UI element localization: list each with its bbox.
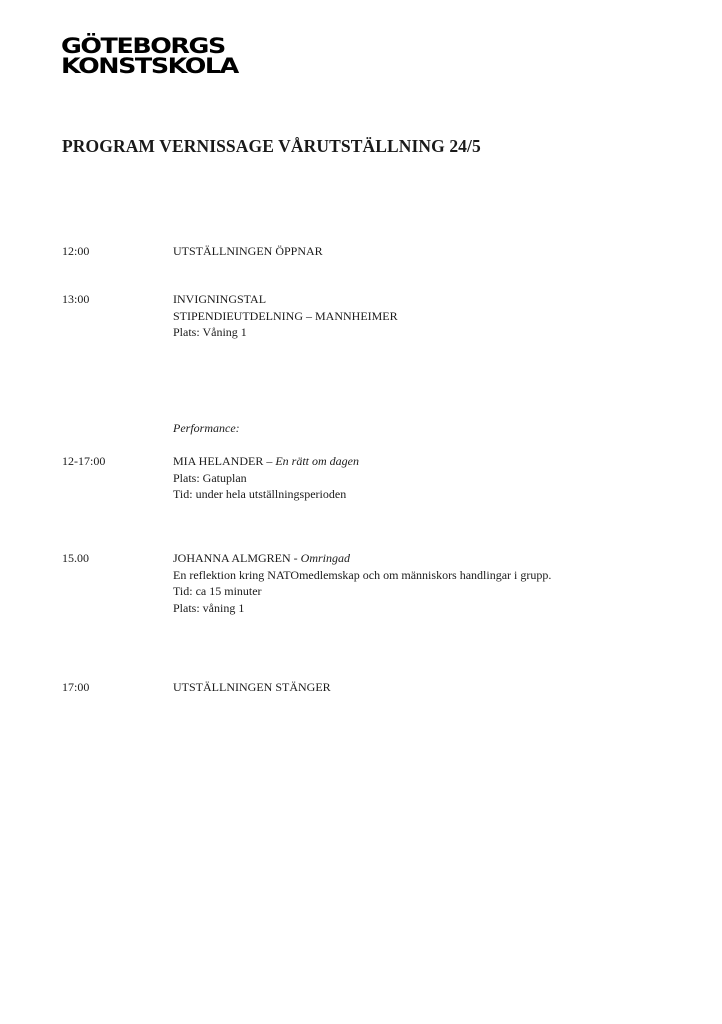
item-content [173, 243, 323, 260]
time-label: 12:00 [62, 244, 90, 258]
item-content [173, 679, 331, 696]
page-title: PROGRAM VERNISSAGE VÅRUTSTÄLLNING 24/5 [62, 136, 481, 156]
item-title [173, 453, 359, 470]
item-content [173, 291, 398, 341]
time-label: 17:00 [62, 680, 90, 694]
work-title: Omringad [300, 551, 351, 565]
work-title: En rätt om dagen [275, 454, 359, 468]
item-content [173, 550, 551, 616]
item-title: UTSTÄLLNINGEN STÄNGER [173, 680, 331, 694]
item-subtitle: STIPENDIEUTDELNING – MANNHEIMER [173, 308, 398, 323]
item-content [173, 453, 359, 503]
logo-line-2: KONSTSKOLA [61, 54, 238, 79]
artist-name: JOHANNA ALMGREN - [173, 551, 301, 565]
time-label: 15.00 [62, 551, 89, 565]
logo-line-1: GÖTEBORGS [61, 34, 225, 59]
item-title [173, 550, 551, 567]
item-location: Plats: Våning 1 [173, 325, 247, 340]
time-label: 12-17:00 [62, 454, 106, 468]
item-duration: Tid: ca 15 minuter [173, 584, 262, 599]
performance-heading: Performance: [173, 421, 240, 435]
school-logo [61, 34, 238, 79]
item-title: UTSTÄLLNINGEN ÖPPNAR [173, 244, 323, 258]
item-location: Plats: Gatuplan [173, 470, 247, 485]
time-label: 13:00 [62, 292, 90, 306]
item-title: INVIGNINGSTAL [173, 292, 267, 306]
item-location: Plats: våning 1 [173, 600, 245, 615]
item-content [173, 420, 240, 437]
item-duration: Tid: under hela utställningsperioden [173, 487, 347, 502]
artist-name: MIA HELANDER – [173, 454, 276, 468]
item-description: En reflektion kring NATOmedlemskap och om människors handlingar i grupp. [173, 567, 552, 582]
